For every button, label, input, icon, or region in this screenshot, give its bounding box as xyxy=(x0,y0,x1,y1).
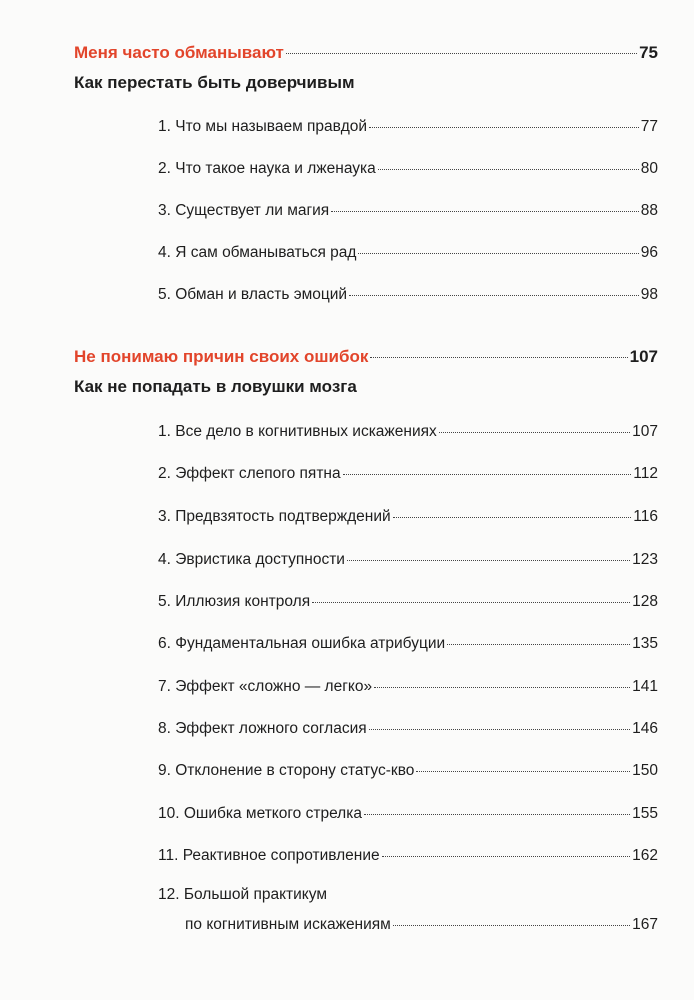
entry-page-number: 146 xyxy=(632,720,658,737)
entry-label-continuation: по когнитивным искажениям xyxy=(185,916,391,933)
entry-label: 4. Я сам обманываться рад xyxy=(158,244,357,261)
leader-dots xyxy=(358,253,638,254)
section-subtitle: Как перестать быть доверчивым xyxy=(74,73,355,92)
leader-dots xyxy=(343,474,632,475)
section-heading[interactable] xyxy=(74,43,658,67)
entry-label-continuation-row xyxy=(158,910,658,940)
leader-dots xyxy=(416,771,630,772)
entry-page-number: 128 xyxy=(632,593,658,610)
toc-entry[interactable] xyxy=(158,761,658,781)
leader-dots xyxy=(331,211,639,212)
entry-label: 2. Эффект слепого пятна xyxy=(158,465,341,482)
toc-section-2 xyxy=(74,347,658,397)
entry-label: 7. Эффект «сложно — легко» xyxy=(158,678,373,695)
toc-entry[interactable] xyxy=(158,846,658,866)
leader-dots xyxy=(312,602,630,603)
entry-page-number: 98 xyxy=(640,286,658,303)
leader-dots xyxy=(369,729,630,730)
leader-dots xyxy=(369,127,639,128)
leader-dots xyxy=(374,687,630,688)
toc-entry[interactable] xyxy=(158,201,658,221)
entry-page-number: 162 xyxy=(632,847,658,864)
toc-entry[interactable] xyxy=(158,677,658,697)
toc-entry[interactable] xyxy=(158,592,658,612)
toc-entry[interactable] xyxy=(158,117,658,137)
leader-dots xyxy=(347,560,630,561)
leader-dots xyxy=(286,53,637,54)
entry-label: 1. Что мы называем правдой xyxy=(158,118,368,135)
toc-entry[interactable] xyxy=(158,804,658,824)
leader-dots xyxy=(364,814,630,815)
section-heading[interactable] xyxy=(74,347,658,371)
entry-page-number: 141 xyxy=(632,678,658,695)
entry-label: 5. Обман и власть эмоций xyxy=(158,286,348,303)
toc-entry[interactable] xyxy=(158,507,658,527)
entry-label: 3. Существует ли магия xyxy=(158,202,330,219)
leader-dots xyxy=(370,357,627,358)
toc-entry[interactable] xyxy=(158,880,658,940)
toc-entry[interactable] xyxy=(158,464,658,484)
entry-page-number: 123 xyxy=(632,551,658,568)
entry-label: 5. Иллюзия контроля xyxy=(158,593,311,610)
section-page-number: 75 xyxy=(639,43,658,62)
section-subtitle: Как не попадать в ловушки мозга xyxy=(74,377,357,396)
entry-page-number: 167 xyxy=(632,916,658,933)
entry-page-number: 77 xyxy=(640,118,658,135)
leader-dots xyxy=(393,517,632,518)
entry-page-number: 80 xyxy=(640,160,658,177)
leader-dots xyxy=(447,644,630,645)
toc-entry[interactable] xyxy=(158,243,658,263)
entry-page-number: 96 xyxy=(640,244,658,261)
entry-label: 10. Ошибка меткого стрелка xyxy=(158,805,362,822)
toc-section-1 xyxy=(74,43,658,93)
entry-label: 3. Предвзятость подтверждений xyxy=(158,508,391,525)
entry-page-number: 107 xyxy=(632,423,658,440)
toc-entry[interactable] xyxy=(158,550,658,570)
leader-dots xyxy=(393,925,630,926)
leader-dots xyxy=(382,856,630,857)
entry-label: 12. Большой практикум xyxy=(158,886,327,903)
entry-page-number: 135 xyxy=(632,635,658,652)
entry-label: 2. Что такое наука и лженаука xyxy=(158,160,376,177)
entry-page-number: 150 xyxy=(632,762,658,779)
entry-page-number: 88 xyxy=(640,202,658,219)
entry-label: 9. Отклонение в сторону статус-кво xyxy=(158,762,415,779)
entry-page-number: 116 xyxy=(633,508,658,525)
leader-dots xyxy=(349,295,639,296)
entry-label: 8. Эффект ложного согласия xyxy=(158,720,367,737)
leader-dots xyxy=(378,169,639,170)
section-title: Не понимаю причин своих ошибок xyxy=(74,347,369,366)
toc-entry[interactable] xyxy=(158,422,658,442)
entry-page-number: 112 xyxy=(633,465,658,482)
entry-page-number: 155 xyxy=(632,805,658,822)
toc-entry[interactable] xyxy=(158,634,658,654)
section-title: Меня часто обманывают xyxy=(74,43,284,62)
toc-entry[interactable] xyxy=(158,159,658,179)
entry-label: 11. Реактивное сопротивление xyxy=(158,847,380,864)
section-page-number: 107 xyxy=(629,347,658,366)
leader-dots xyxy=(439,432,630,433)
toc-entry[interactable] xyxy=(158,285,658,305)
entry-label: 1. Все дело в когнитивных искажениях xyxy=(158,423,437,440)
entry-label: 4. Эвристика доступности xyxy=(158,551,345,568)
toc-entry[interactable] xyxy=(158,719,658,739)
entry-label: 6. Фундаментальная ошибка атрибуции xyxy=(158,635,446,652)
